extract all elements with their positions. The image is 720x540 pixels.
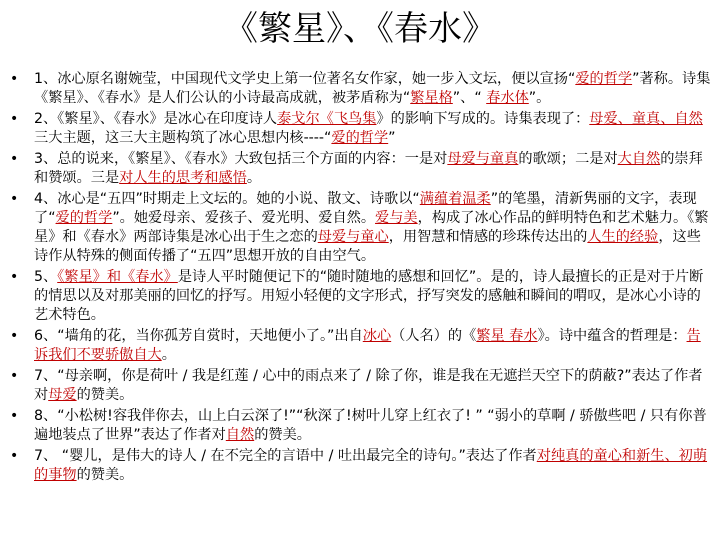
highlighted-text: 春水体 bbox=[486, 90, 529, 106]
page-title: 《繁星》、《春水》 bbox=[224, 9, 496, 49]
body-text: ，用智慧和情感的珍珠传达出的 bbox=[388, 229, 588, 245]
body-text: 3、总的说来，《繁星》、《春水》大致包括三个方面的内容：一是对 bbox=[34, 151, 448, 167]
bullet-icon: • bbox=[10, 328, 19, 344]
body-text: 1、冰心原名谢婉莹，中国现代文学史上第一位著名女作家，她一步入文坛，便以宣扬“ bbox=[34, 71, 576, 87]
list-item bbox=[8, 407, 714, 445]
highlighted-text: 人生的经验 bbox=[587, 229, 659, 245]
body-text: ” bbox=[388, 130, 396, 146]
bullet-icon: • bbox=[10, 191, 19, 207]
body-text: 的赞美。 bbox=[76, 467, 134, 483]
bullet-icon: • bbox=[10, 151, 19, 167]
body-text: 7、 “婴儿，是伟大的诗人 / 在不完全的言语中 / 吐出最完全的诗句。”表达了作者 bbox=[34, 448, 537, 464]
highlighted-text: 繁星 春水 bbox=[476, 328, 538, 344]
body-text: 6、“墙角的花，当你孤芳自赏时，天地便小了。”出自 bbox=[34, 328, 363, 344]
highlighted-text: 冰心 bbox=[362, 328, 392, 344]
highlighted-text: 自然 bbox=[225, 427, 255, 443]
highlighted-text: 《繁星》和《春水》 bbox=[57, 269, 178, 285]
body-text: ”。她爱母亲、爱孩子、爱光明、爱自然。 bbox=[112, 210, 376, 226]
list-item bbox=[8, 150, 714, 188]
body-text: 三大主题，这三大主题构筑了冰心思想内核----“ bbox=[34, 130, 332, 146]
body-text: 5、 bbox=[34, 269, 58, 285]
bullet-icon: • bbox=[10, 408, 19, 424]
bullet-icon: • bbox=[10, 111, 19, 127]
highlighted-text: 爱的哲学 bbox=[331, 130, 389, 146]
highlighted-text: 告诉我们不要骄傲自大 bbox=[34, 328, 701, 363]
highlighted-text: 对人生的思考和感悟 bbox=[119, 170, 247, 186]
body-text: ”著称。诗集《繁星》、《春水》是人们公认的小诗最高成就，被茅盾称为“ bbox=[34, 71, 711, 106]
body-text: 。 bbox=[246, 170, 262, 186]
body-text: ，构成了冰心作品的鲜明特色和艺术魅力。《繁星》和《春水》两部诗集是冰心出于生之恋的 bbox=[34, 210, 709, 245]
list-item bbox=[8, 327, 714, 365]
list-item bbox=[8, 447, 714, 485]
body-text: ”的笔墨，清新隽丽的文字，表现了“ bbox=[34, 191, 697, 226]
body-text: 。诗中蕴含的哲理是： bbox=[544, 328, 687, 344]
bullet-icon: • bbox=[10, 269, 19, 285]
body-text: 的歌颂；二是对 bbox=[518, 151, 618, 167]
body-text: 7、“母亲啊，你是荷叶 / 我是红莲 / 心中的雨点来了 / 除了你，谁是我在无遮拦天空下的荫蔽?”表达了作者对 bbox=[34, 368, 703, 403]
highlighted-text: 母爱与童真 bbox=[447, 151, 519, 167]
body-text: ，这些诗作从特殊的侧面传播了“五四”思想开放的自由空气。 bbox=[34, 229, 701, 264]
highlighted-text: 爱的哲学 bbox=[575, 71, 633, 87]
highlighted-text: 繁星格 bbox=[410, 90, 453, 106]
highlighted-text: 大自然 bbox=[617, 151, 661, 167]
bullet-icon: • bbox=[10, 71, 19, 87]
body-text: 》 bbox=[537, 328, 545, 344]
bullet-icon: • bbox=[10, 448, 19, 464]
body-text: 》的影响下写成的。诗集表现了： bbox=[376, 111, 590, 127]
highlighted-text: 母爱与童心 bbox=[317, 229, 389, 245]
body-text: 。 bbox=[161, 347, 176, 363]
bullet-icon: • bbox=[10, 368, 19, 384]
list-item bbox=[8, 70, 714, 108]
list-item bbox=[8, 367, 714, 405]
highlighted-text: 母爱 bbox=[48, 387, 77, 403]
highlighted-text: 对纯真的童心和新生、初萌的事物 bbox=[34, 448, 708, 483]
body-text: 的赞美。 bbox=[76, 387, 134, 403]
body-text: 的赞美。 bbox=[254, 427, 311, 443]
highlighted-text: 满蕴着温柔 bbox=[419, 191, 491, 207]
content-list bbox=[8, 70, 714, 487]
highlighted-text: 母爱、童真、自然 bbox=[589, 111, 703, 127]
body-text: 4、冰心是“五四”时期走上文坛的。她的小说、散文、诗歌以“ bbox=[34, 191, 420, 207]
highlighted-text: 泰戈尔《飞鸟集 bbox=[277, 111, 377, 127]
list-item bbox=[8, 110, 714, 148]
list-item bbox=[8, 190, 714, 266]
body-text: 是诗人平时随便记下的“随时随地的感想和回忆”。是的，诗人最擅长的正是对于片断的情思以及对那美丽的回忆的抒写。用短小轻便的文字形式，抒写突发的感触和瞬间的喟叹，是冰心小诗的艺术特色。 bbox=[34, 269, 704, 323]
body-text: ”。 bbox=[528, 90, 551, 106]
body-text: 8、“小松树!容我伴你去，山上白云深了!”“秋深了!树叶儿穿上红衣了! ” “弱小的草啊 / 骄傲些吧 / 只有你普遍地装点了世界”表达了作者对 bbox=[34, 408, 707, 443]
list-item bbox=[8, 268, 714, 325]
body-text: （人名）的《 bbox=[391, 328, 477, 344]
body-text: ”、“ bbox=[452, 90, 487, 106]
body-text: 2、《繁星》、《春水》是冰心在印度诗人 bbox=[34, 111, 278, 127]
highlighted-text: 爱与美 bbox=[375, 210, 418, 226]
body-text: 的崇拜和赞颂。三是 bbox=[34, 151, 703, 186]
highlighted-text: 爱的哲学 bbox=[55, 210, 113, 226]
